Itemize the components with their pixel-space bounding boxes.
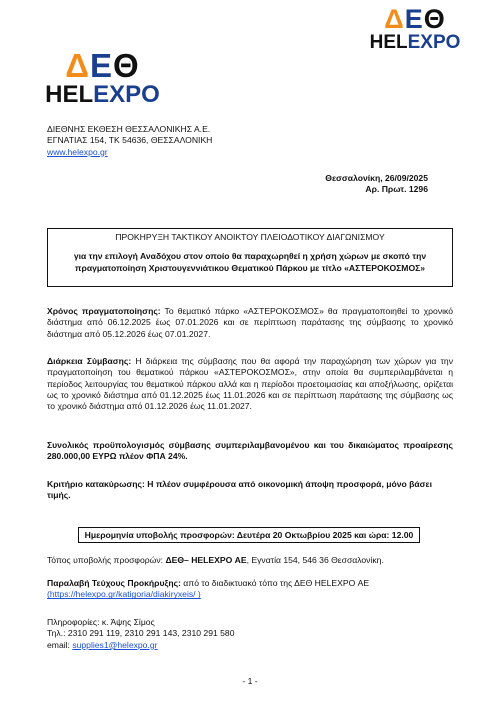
place-label: Τόπος υποβολής προσφορών:: [47, 555, 166, 565]
logo-expo: EXPO: [407, 32, 461, 53]
logo-letter-delta: Δ: [65, 47, 91, 84]
section-pickup: [47, 578, 453, 601]
protocol-number: Αρ. Πρωτ. 1296: [365, 184, 428, 195]
section-duration: [47, 356, 453, 413]
info-line: Πληροφορίες: κ. Άψης Σίμος: [47, 617, 155, 627]
header-logo-small: [355, 6, 475, 53]
date-block: [325, 173, 428, 196]
duration-label: Διάρκεια Σύμβασης:: [47, 356, 132, 366]
criterion-text: Η πλέον συμφέρουσα από οικονομική άποψη προσφορά, μόνο βάσει τιμής.: [47, 479, 433, 501]
phone-line: Τηλ.: 2310 291 119, 2310 291 143, 2310 291 580: [47, 628, 235, 639]
logo-hel: HEL: [369, 32, 408, 53]
logo-letter-epsilon: Ε: [404, 4, 424, 34]
org-address-block: [47, 124, 307, 158]
section-criterion: [47, 479, 453, 502]
pickup-link[interactable]: (https://helexpo.gr/katigoria/diakiryxeis/ ): [47, 589, 201, 600]
section-budget: Συνολικός προϋπολογισμός σύμβασης συμπεριλαμβανομένου και του δικαιώματος προαίρεσης 280.000,00 ΕΥΡΩ πλέον ΦΠΑ 24%.: [47, 440, 453, 462]
org-address: ΕΓΝΑΤΙΑΣ 154, ΤΚ 54636, ΘΕΣΣΑΛΟΝΙΚΗ: [47, 135, 213, 146]
company-logo: [45, 47, 160, 108]
document-date: Θεσσαλονίκη, 26/09/2025: [325, 173, 428, 183]
notice-title: ΠΡΟΚΗΡΥΞΗ ΤΑΚΤΙΚΟΥ ΑΝΟΙΚΤΟΥ ΠΛΕΙΟΔΟΤΙΚΟΥ ΔΙΑΓΩΝΙΣΜΟΥ: [115, 232, 385, 242]
org-website-link[interactable]: www.helexpo.gr: [47, 146, 108, 157]
pickup-label: Παραλαβή Τεύχους Προκήρυξης:: [47, 578, 181, 588]
notice-subtitle-line2: πραγματοποίηση Χριστουγεννιάτικου Θεματικού Πάρκου με τίτλο «ΑΣΤΕΡΟΚΟΣΜΟΣ»: [74, 262, 426, 273]
section-time: [47, 306, 453, 340]
logo-expo: EXPO: [93, 81, 160, 108]
page-number: - 1 -: [242, 676, 258, 686]
deadline-text: Ημερομηνία υποβολής προσφορών: Δευτέρα 20 Οκτωβρίου 2025 και ώρα: 12.00: [84, 530, 414, 540]
notice-subtitle-line1: για την επιλογή Αναδόχου στον οποίο θα παραχωρηθεί η χρήση χώρων με σκοπό την: [73, 251, 427, 262]
section-place: [47, 555, 453, 566]
notice-title-box: [47, 228, 453, 287]
logo-letter-theta: Θ: [423, 4, 446, 34]
place-address: , Εγνατία 154, 546 36 Θεσσαλονίκη.: [246, 555, 384, 565]
place-company: ΔΕΘ– HELEXPO ΑΕ: [165, 555, 247, 565]
logo-hel: HEL: [45, 81, 94, 108]
deadline-box: [78, 527, 420, 543]
criterion-label: Κριτήριο κατακύρωσης:: [47, 479, 145, 489]
time-label: Χρόνος πραγματοποίησης:: [47, 306, 161, 316]
logo-letter-epsilon: Ε: [90, 47, 114, 84]
pickup-text: από το διαδικτυακό τόπο της ΔΕΘ HELEXPO ΑΕ: [180, 578, 370, 588]
logo-letter-theta: Θ: [113, 47, 140, 84]
section-contact: [47, 617, 453, 651]
logo-letter-delta: Δ: [384, 4, 405, 34]
time-text: Το θεματικό πάρκο «ΑΣΤΕΡΟΚΟΣΜΟΣ» θα πραγματοποιηθεί το χρονικό διάστημα από 06.12.2025 έως 07.01.2026 και σε περίπτωση παράτασης της σύμβασης το χρονικό διάστημα από 05.12.2026 έως 07.01.2027.: [47, 306, 453, 339]
email-link[interactable]: supplies1@helexpo.gr: [72, 639, 158, 650]
org-name: ΔΙΕΘΝΗΣ ΕΚΘΕΣΗ ΘΕΣΣΑΛΟΝΙΚΗΣ Α.Ε.: [47, 124, 211, 134]
email-label: email:: [47, 639, 73, 650]
duration-text: Η διάρκεια της σύμβασης που θα αφορά την παραχώρηση των χώρων για την πραγματοποίηση του θεματικού πάρκου «ΑΣΤΕΡΟΚΟΣΜΟΣ», στην οποία θα συμπεριλαμβάνεται η περίοδος λειτουργίας του θεματικού πάρκου αλλά και η περίοδοι προετοιμασίας και αποξήλωσης, ορίζεται ως το χρονικό διάστημα από 01.12.2025 έως 11.01.2026 και σε περίπτωση παράτασης της σύμβασης ως το χρονικό διάστημα από 01.12.2026 έως 11.01.2027.: [47, 356, 454, 412]
